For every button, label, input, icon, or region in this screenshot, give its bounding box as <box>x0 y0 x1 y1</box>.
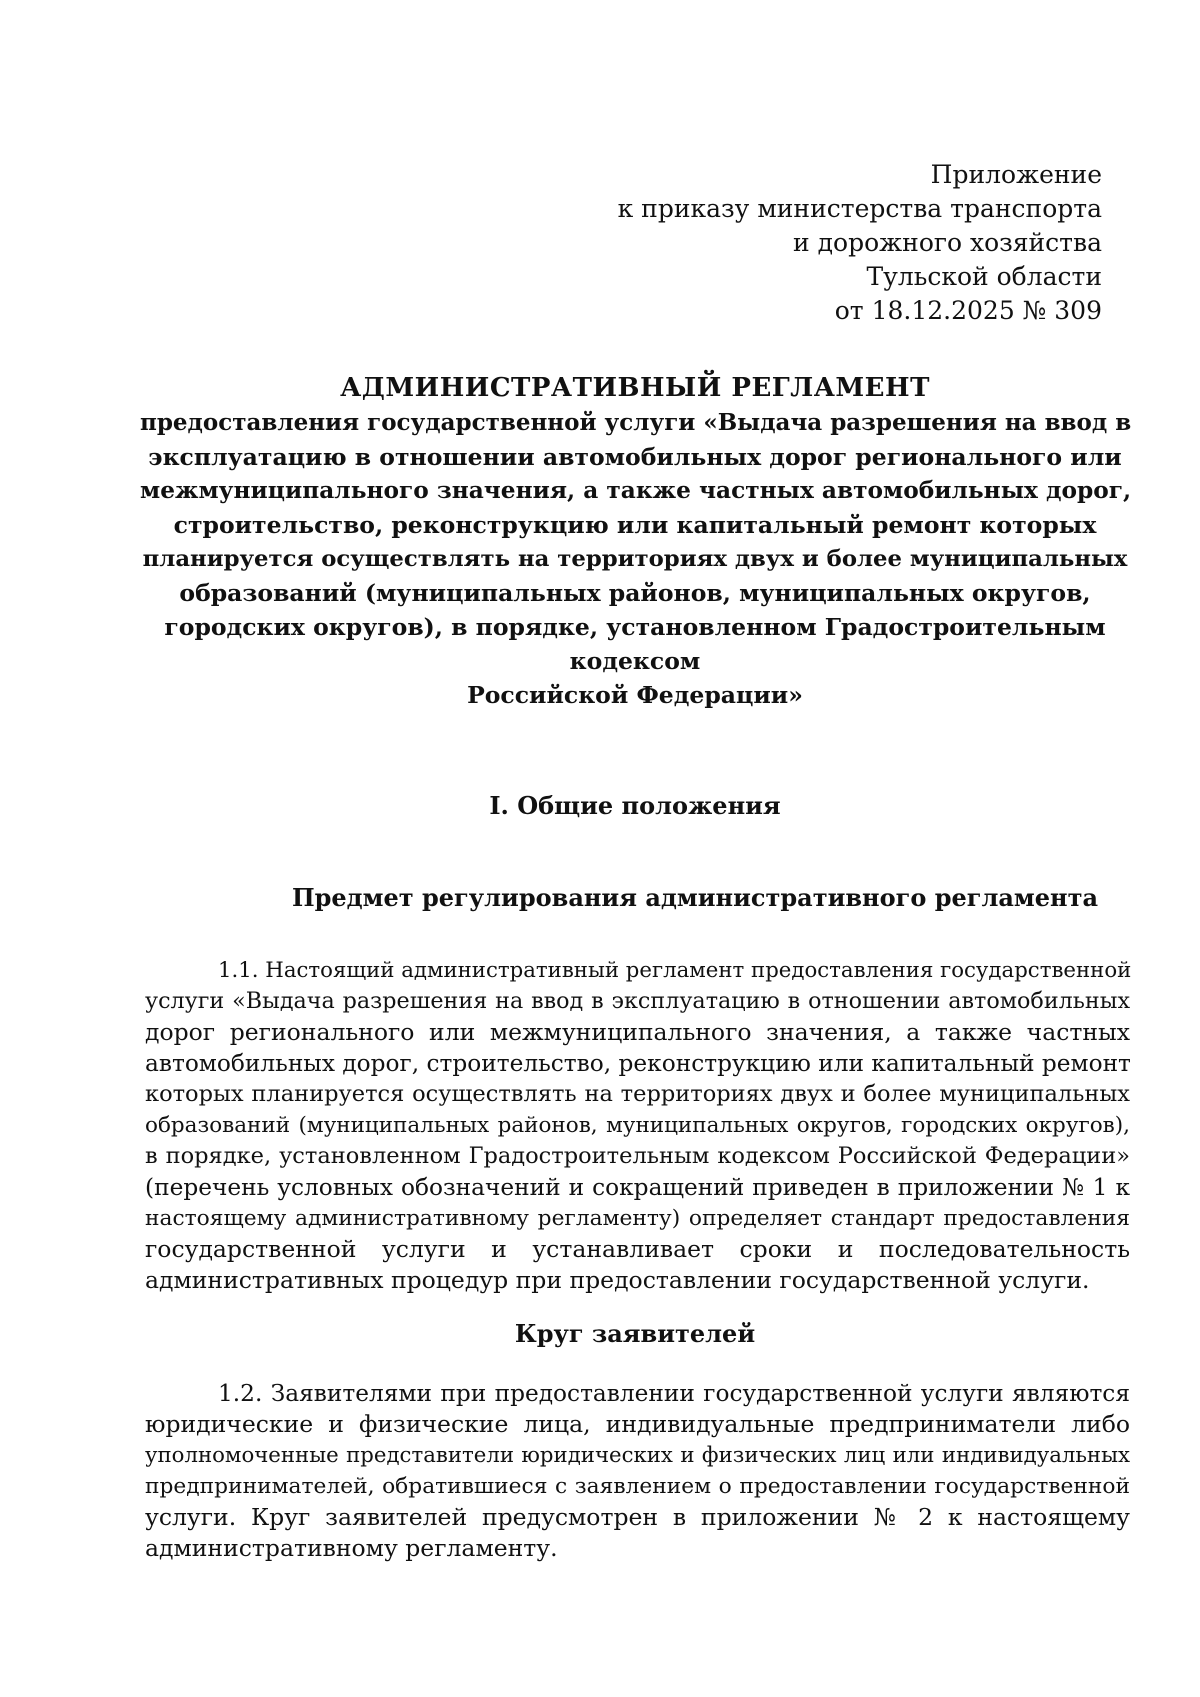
subtitle-line: строительство, реконструкцию или капитальный ремонт которых <box>173 511 1097 539</box>
subtitle-line: предоставления государственной услуги «Выдача разрешения на ввод в <box>140 409 1132 436</box>
paragraph-line: уполномоченные представители юридических и физических лиц или индивидуальных <box>145 1443 1130 1468</box>
paragraph-line: (перечень условных обозначений и сокращений приведен в приложении № 1 к <box>145 1174 1130 1201</box>
subtitle-line: эксплуатацию в отношении автомобильных дорог регионального или <box>148 443 1122 471</box>
appendix-line: и дорожного хозяйства <box>793 228 1102 257</box>
paragraph-line: 1.2. Заявителями при предоставлении государственной услуги являются <box>218 1380 1130 1407</box>
document-title-block <box>140 370 1130 712</box>
paragraph-line: услуги «Выдача разрешения на ввод в эксплуатацию в отношении автомобильных <box>145 988 1130 1014</box>
appendix-block <box>618 158 1102 328</box>
paragraph-line: государственной услуги и устанавливает сроки и последовательность <box>145 1235 1130 1263</box>
paragraph-line: дорог регионального или межмуниципального значения, а также частных <box>145 1018 1130 1046</box>
section-heading-general: I. Общие положения <box>489 791 781 820</box>
paragraph-line: услуги. Круг заявителей предусмотрен в приложении № 2 к настоящему <box>145 1503 1130 1531</box>
appendix-line: от 18.12.2025 № 309 <box>834 296 1102 325</box>
subtitle-line: межмуниципального значения, а также частных автомобильных дорог, <box>140 477 1132 504</box>
paragraph-line: настоящему административному регламенту) определяет стандарт предоставления <box>145 1206 1130 1231</box>
subtitle-line: кодексом <box>569 647 701 675</box>
paragraph-line: административному регламенту. <box>145 1534 558 1562</box>
subtitle-line: образований (муниципальных районов, муниципальных округов, <box>179 579 1091 607</box>
paragraph-line: которых планируется осуществлять на территориях двух и более муниципальных <box>145 1081 1130 1107</box>
document-title: АДМИНИСТРАТИВНЫЙ РЕГЛАМЕНТ <box>340 373 930 403</box>
paragraph-line: административных процедур при предоставлении государственной услуги. <box>145 1266 1090 1294</box>
subsection-heading-applicants: Круг заявителей <box>514 1319 756 1348</box>
appendix-line: Тульской области <box>866 262 1102 291</box>
paragraph-line: образований (муниципальных районов, муниципальных округов, городских округов), <box>145 1113 1130 1138</box>
paragraph-line: в порядке, установленном Градостроительным кодексом Российской Федерации» <box>145 1143 1130 1169</box>
paragraph-line: 1.1. Настоящий административный регламент предоставления государственной <box>218 958 1132 983</box>
subtitle-line: планируется осуществлять на территориях двух и более муниципальных <box>142 546 1128 572</box>
paragraph-line: юридические и физические лица, индивидуальные предприниматели либо <box>145 1410 1130 1438</box>
subtitle-line: Российской Федерации» <box>467 681 803 709</box>
appendix-line: Приложение <box>930 160 1102 189</box>
appendix-line: к приказу министерства транспорта <box>617 194 1102 223</box>
subsection-heading-subject: Предмет регулирования административного регламента <box>291 883 1099 912</box>
paragraph-1-2 <box>145 1378 1130 1564</box>
subtitle-line: городских округов), в порядке, установленном Градостроительным <box>164 613 1106 641</box>
paragraph-1-1 <box>145 955 1130 1296</box>
paragraph-line: предпринимателей, обратившиеся с заявлением о предоставлении государственной <box>145 1474 1130 1499</box>
paragraph-line: автомобильных дорог, строительство, реконструкцию или капитальный ремонт <box>145 1050 1131 1077</box>
